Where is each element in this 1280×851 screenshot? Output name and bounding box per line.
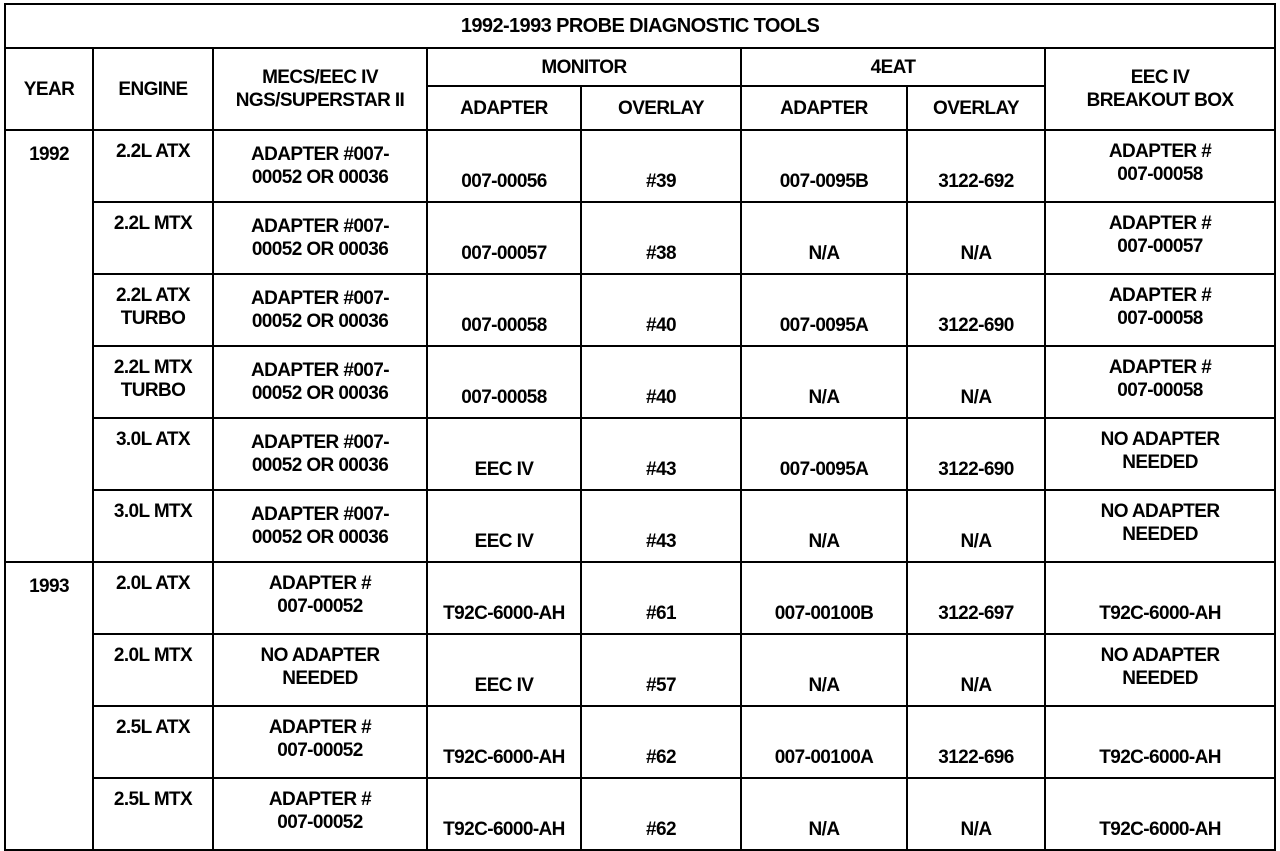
engine-cell: 2.0L MTX — [93, 634, 213, 706]
header-breakout-box — [1045, 48, 1275, 130]
table-row — [5, 634, 1275, 706]
breakout-cell: NO ADAPTER NEEDED — [1045, 490, 1275, 562]
mecs-cell: NO ADAPTER NEEDED — [213, 634, 427, 706]
eat-overlay-cell: 3122-697 — [907, 562, 1045, 634]
breakout-cell: ADAPTER # 007-00057 — [1045, 202, 1275, 274]
monitor-adapter-cell: 007-00057 — [427, 202, 581, 274]
monitor-overlay-cell: #40 — [581, 346, 741, 418]
eat-overlay-cell: 3122-692 — [907, 130, 1045, 202]
table-row — [5, 490, 1275, 562]
monitor-overlay-cell: #43 — [581, 490, 741, 562]
table-title: 1992-1993 PROBE DIAGNOSTIC TOOLS — [5, 4, 1275, 48]
eat-adapter-cell: N/A — [741, 202, 907, 274]
table-row — [5, 778, 1275, 850]
engine-cell: 3.0L MTX — [93, 490, 213, 562]
header-monitor-adapter: ADAPTER — [427, 86, 581, 130]
eat-adapter-cell: 007-0095A — [741, 418, 907, 490]
mecs-cell: ADAPTER # 007-00052 — [213, 562, 427, 634]
monitor-overlay-cell: #43 — [581, 418, 741, 490]
table-row — [5, 202, 1275, 274]
table-row — [5, 562, 1275, 634]
eat-overlay-cell: 3122-690 — [907, 274, 1045, 346]
eat-adapter-cell: 007-00100B — [741, 562, 907, 634]
eat-adapter-cell: 007-00100A — [741, 706, 907, 778]
monitor-overlay-cell: #57 — [581, 634, 741, 706]
monitor-adapter-cell: 007-00058 — [427, 274, 581, 346]
eat-adapter-cell: N/A — [741, 634, 907, 706]
mecs-cell: ADAPTER # 007-00052 — [213, 706, 427, 778]
engine-cell: 2.5L ATX — [93, 706, 213, 778]
monitor-overlay-cell: #62 — [581, 778, 741, 850]
breakout-cell: NO ADAPTER NEEDED — [1045, 634, 1275, 706]
eat-overlay-cell: N/A — [907, 202, 1045, 274]
monitor-overlay-cell: #40 — [581, 274, 741, 346]
header-mecs-line1: MECS/EEC IV — [262, 67, 378, 88]
header-monitor: MONITOR — [427, 48, 741, 86]
eat-overlay-cell: 3122-690 — [907, 418, 1045, 490]
mecs-cell: ADAPTER #007- 00052 OR 00036 — [213, 130, 427, 202]
engine-cell: 2.2L ATX — [93, 130, 213, 202]
year-cell: 1993 — [5, 562, 93, 850]
mecs-cell: ADAPTER #007- 00052 OR 00036 — [213, 202, 427, 274]
eat-adapter-cell: 007-0095B — [741, 130, 907, 202]
eat-adapter-cell: 007-0095A — [741, 274, 907, 346]
header-mecs-line2: NGS/SUPERSTAR II — [235, 90, 405, 111]
monitor-adapter-cell: EEC IV — [427, 490, 581, 562]
breakout-cell: ADAPTER # 007-00058 — [1045, 130, 1275, 202]
mecs-cell: ADAPTER #007- 00052 OR 00036 — [213, 418, 427, 490]
engine-cell: 2.5L MTX — [93, 778, 213, 850]
monitor-overlay-cell: #62 — [581, 706, 741, 778]
eat-adapter-cell: N/A — [741, 490, 907, 562]
mecs-cell: ADAPTER #007- 00052 OR 00036 — [213, 490, 427, 562]
monitor-adapter-cell: EEC IV — [427, 634, 581, 706]
breakout-cell: T92C-6000-AH — [1045, 706, 1275, 778]
header-4eat-adapter: ADAPTER — [741, 86, 907, 130]
diagnostic-tools-table — [4, 3, 1276, 851]
breakout-cell: ADAPTER # 007-00058 — [1045, 346, 1275, 418]
breakout-cell: T92C-6000-AH — [1045, 778, 1275, 850]
eat-overlay-cell: N/A — [907, 346, 1045, 418]
breakout-cell: NO ADAPTER NEEDED — [1045, 418, 1275, 490]
table-row — [5, 418, 1275, 490]
header-engine: ENGINE — [93, 48, 213, 130]
header-year: YEAR — [5, 48, 93, 130]
monitor-adapter-cell: 007-00056 — [427, 130, 581, 202]
monitor-adapter-cell: 007-00058 — [427, 346, 581, 418]
eat-overlay-cell: N/A — [907, 778, 1045, 850]
table-row — [5, 130, 1275, 202]
header-4eat: 4EAT — [741, 48, 1045, 86]
mecs-cell: ADAPTER # 007-00052 — [213, 778, 427, 850]
engine-cell: 3.0L ATX — [93, 418, 213, 490]
table-row — [5, 346, 1275, 418]
header-monitor-overlay: OVERLAY — [581, 86, 741, 130]
monitor-adapter-cell: T92C-6000-AH — [427, 706, 581, 778]
breakout-cell: ADAPTER # 007-00058 — [1045, 274, 1275, 346]
eat-overlay-cell: 3122-696 — [907, 706, 1045, 778]
engine-cell: 2.0L ATX — [93, 562, 213, 634]
header-breakout-line2: BREAKOUT BOX — [1086, 90, 1234, 111]
engine-cell: 2.2L ATX TURBO — [93, 274, 213, 346]
table-row — [5, 274, 1275, 346]
year-cell: 1992 — [5, 130, 93, 562]
engine-cell: 2.2L MTX — [93, 202, 213, 274]
table-row — [5, 706, 1275, 778]
eat-overlay-cell: N/A — [907, 490, 1045, 562]
monitor-overlay-cell: #38 — [581, 202, 741, 274]
mecs-cell: ADAPTER #007- 00052 OR 00036 — [213, 346, 427, 418]
eat-adapter-cell: N/A — [741, 346, 907, 418]
eat-overlay-cell: N/A — [907, 634, 1045, 706]
mecs-cell: ADAPTER #007- 00052 OR 00036 — [213, 274, 427, 346]
header-breakout-line1: EEC IV — [1130, 67, 1190, 88]
monitor-adapter-cell: T92C-6000-AH — [427, 778, 581, 850]
header-4eat-overlay: OVERLAY — [907, 86, 1045, 130]
header-mecs — [213, 48, 427, 130]
monitor-overlay-cell: #39 — [581, 130, 741, 202]
monitor-adapter-cell: T92C-6000-AH — [427, 562, 581, 634]
eat-adapter-cell: N/A — [741, 778, 907, 850]
monitor-adapter-cell: EEC IV — [427, 418, 581, 490]
monitor-overlay-cell: #61 — [581, 562, 741, 634]
breakout-cell: T92C-6000-AH — [1045, 562, 1275, 634]
engine-cell: 2.2L MTX TURBO — [93, 346, 213, 418]
